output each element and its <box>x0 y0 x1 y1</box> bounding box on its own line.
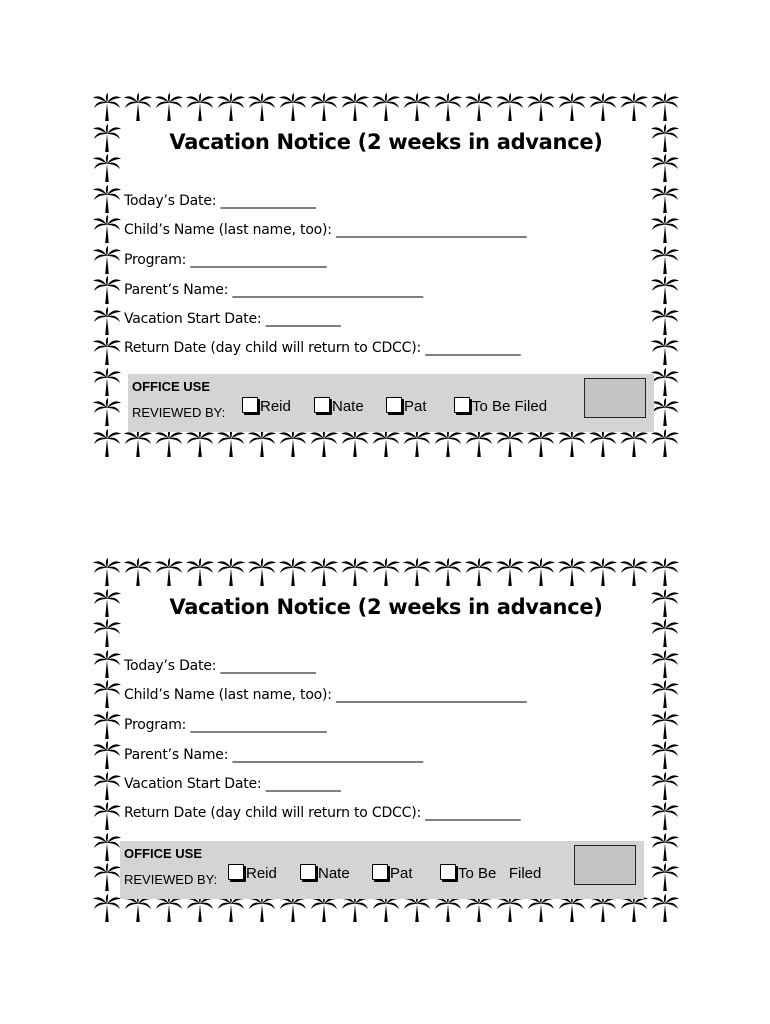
palm-tree-icon <box>650 893 680 923</box>
palm-tree-icon <box>92 214 122 244</box>
palm-tree-icon <box>278 92 308 122</box>
palm-tree-icon <box>650 275 680 305</box>
palm-tree-icon <box>650 771 680 801</box>
palm-tree-icon <box>92 428 122 458</box>
palm-tree-icon <box>495 92 525 122</box>
palm-tree-icon <box>402 428 432 458</box>
childs-name-field[interactable]: Child’s Name (last name, too): ____________________________ <box>124 687 527 703</box>
palm-tree-icon <box>340 92 370 122</box>
reviewer-option-to-be-filed[interactable]: To Be Filed <box>454 398 547 415</box>
palm-tree-icon <box>92 153 122 183</box>
palm-tree-icon <box>92 184 122 214</box>
palm-tree-icon <box>154 428 184 458</box>
palm-tree-icon <box>92 275 122 305</box>
todays-date-field[interactable]: Today’s Date: ______________ <box>124 193 316 209</box>
reviewer-option-reid[interactable]: Reid <box>228 865 277 882</box>
palm-tree-icon <box>650 214 680 244</box>
palm-tree-icon <box>557 557 587 587</box>
palm-tree-icon <box>92 336 122 366</box>
reviewer-option-nate[interactable]: Nate <box>300 865 350 882</box>
palm-tree-icon <box>619 92 649 122</box>
palm-tree-icon <box>92 649 122 679</box>
vacation-start-date-field[interactable]: Vacation Start Date: ___________ <box>124 311 341 327</box>
checkbox-icon[interactable] <box>386 397 402 413</box>
palm-tree-icon <box>92 245 122 275</box>
palm-tree-icon <box>433 557 463 587</box>
palm-tree-icon <box>247 428 277 458</box>
reviewed-by-label: REVIEWED BY: <box>132 405 226 420</box>
palm-tree-icon <box>92 893 122 923</box>
palm-tree-icon <box>650 245 680 275</box>
palm-tree-icon <box>247 557 277 587</box>
office-stamp-box <box>574 845 636 885</box>
palm-tree-icon <box>402 557 432 587</box>
palm-tree-icon <box>495 428 525 458</box>
palm-tree-icon <box>464 557 494 587</box>
palm-tree-icon <box>650 801 680 831</box>
palm-tree-icon <box>309 428 339 458</box>
reviewer-option-pat[interactable]: Pat <box>372 865 413 882</box>
palm-tree-icon <box>185 428 215 458</box>
palm-tree-icon <box>433 92 463 122</box>
reviewer-option-pat[interactable]: Pat <box>386 398 427 415</box>
palm-tree-icon <box>526 557 556 587</box>
palm-tree-icon <box>650 740 680 770</box>
palm-tree-icon <box>123 428 153 458</box>
palm-tree-icon <box>185 557 215 587</box>
palm-tree-icon <box>92 679 122 709</box>
palm-tree-icon <box>495 557 525 587</box>
palm-tree-icon <box>216 557 246 587</box>
palm-tree-icon <box>650 832 680 862</box>
palm-tree-icon <box>247 92 277 122</box>
palm-tree-icon <box>433 428 463 458</box>
palm-tree-icon <box>371 428 401 458</box>
palm-tree-icon <box>650 710 680 740</box>
palm-tree-icon <box>92 367 122 397</box>
palm-tree-icon <box>154 557 184 587</box>
checkbox-icon[interactable] <box>242 397 258 413</box>
checkbox-icon[interactable] <box>440 864 456 880</box>
palm-tree-icon <box>650 92 680 122</box>
checkbox-icon[interactable] <box>300 864 316 880</box>
palm-tree-icon <box>588 92 618 122</box>
checkbox-icon[interactable] <box>454 397 470 413</box>
palm-tree-icon <box>154 92 184 122</box>
program-field[interactable]: Program: ____________________ <box>124 717 327 733</box>
return-date-field[interactable]: Return Date (day child will return to CDCC): ______________ <box>124 340 521 356</box>
palm-tree-icon <box>92 618 122 648</box>
program-field[interactable]: Program: ____________________ <box>124 252 327 268</box>
palm-tree-icon <box>123 557 153 587</box>
palm-tree-icon <box>216 92 246 122</box>
palm-tree-icon <box>340 428 370 458</box>
palm-tree-icon <box>185 92 215 122</box>
reviewed-by-label: REVIEWED BY: <box>124 872 218 887</box>
palm-tree-icon <box>92 557 122 587</box>
palm-tree-icon <box>526 92 556 122</box>
palm-tree-icon <box>650 618 680 648</box>
palm-tree-icon <box>650 862 680 892</box>
palm-tree-icon <box>92 801 122 831</box>
palm-tree-icon <box>92 771 122 801</box>
form-title: Vacation Notice (2 weeks in advance) <box>169 130 603 154</box>
palm-tree-icon <box>557 92 587 122</box>
checkbox-icon[interactable] <box>228 864 244 880</box>
palm-tree-icon <box>278 428 308 458</box>
palm-tree-icon <box>309 92 339 122</box>
palm-tree-icon <box>464 428 494 458</box>
checkbox-icon[interactable] <box>372 864 388 880</box>
palm-tree-icon <box>650 649 680 679</box>
palm-tree-icon <box>92 92 122 122</box>
office-use-box <box>120 841 644 899</box>
palm-tree-icon <box>92 740 122 770</box>
office-use-heading: OFFICE USE <box>124 846 203 861</box>
parents-name-field[interactable]: Parent’s Name: ____________________________ <box>124 282 423 298</box>
palm-tree-icon <box>526 428 556 458</box>
palm-tree-icon <box>619 557 649 587</box>
palm-tree-icon <box>371 92 401 122</box>
palm-tree-icon <box>650 428 680 458</box>
office-use-heading: OFFICE USE <box>132 379 211 394</box>
parents-name-field[interactable]: Parent’s Name: ____________________________ <box>124 747 423 763</box>
palm-tree-icon <box>92 862 122 892</box>
palm-tree-icon <box>650 367 680 397</box>
palm-tree-icon <box>650 153 680 183</box>
palm-tree-icon <box>650 557 680 587</box>
palm-tree-icon <box>92 832 122 862</box>
palm-tree-icon <box>123 92 153 122</box>
palm-tree-icon <box>92 397 122 427</box>
palm-tree-icon <box>371 557 401 587</box>
childs-name-field[interactable]: Child’s Name (last name, too): ____________________________ <box>124 222 527 238</box>
reviewer-option-nate[interactable]: Nate <box>314 398 364 415</box>
palm-tree-icon <box>588 557 618 587</box>
palm-tree-icon <box>588 428 618 458</box>
palm-tree-icon <box>650 679 680 709</box>
form-title: Vacation Notice (2 weeks in advance) <box>169 595 603 619</box>
reviewer-option-reid[interactable]: Reid <box>242 398 291 415</box>
palm-tree-icon <box>650 397 680 427</box>
reviewer-option-to-be-filed[interactable]: To Be Filed <box>440 865 541 882</box>
vacation-notice-form-1 <box>92 92 680 458</box>
palm-tree-icon <box>309 557 339 587</box>
palm-tree-icon <box>92 306 122 336</box>
palm-tree-icon <box>557 428 587 458</box>
palm-tree-icon <box>464 92 494 122</box>
palm-tree-icon <box>402 92 432 122</box>
palm-tree-icon <box>216 428 246 458</box>
palm-tree-icon <box>278 557 308 587</box>
palm-tree-icon <box>92 710 122 740</box>
return-date-field[interactable]: Return Date (day child will return to CDCC): ______________ <box>124 805 521 821</box>
vacation-start-date-field[interactable]: Vacation Start Date: ___________ <box>124 776 341 792</box>
office-stamp-box <box>584 378 646 418</box>
palm-tree-icon <box>650 306 680 336</box>
checkbox-icon[interactable] <box>314 397 330 413</box>
todays-date-field[interactable]: Today’s Date: ______________ <box>124 658 316 674</box>
palm-tree-icon <box>340 557 370 587</box>
palm-tree-icon <box>650 336 680 366</box>
palm-tree-icon <box>619 428 649 458</box>
palm-tree-icon <box>650 184 680 214</box>
vacation-notice-form-2 <box>92 557 680 923</box>
office-use-box <box>128 374 654 432</box>
